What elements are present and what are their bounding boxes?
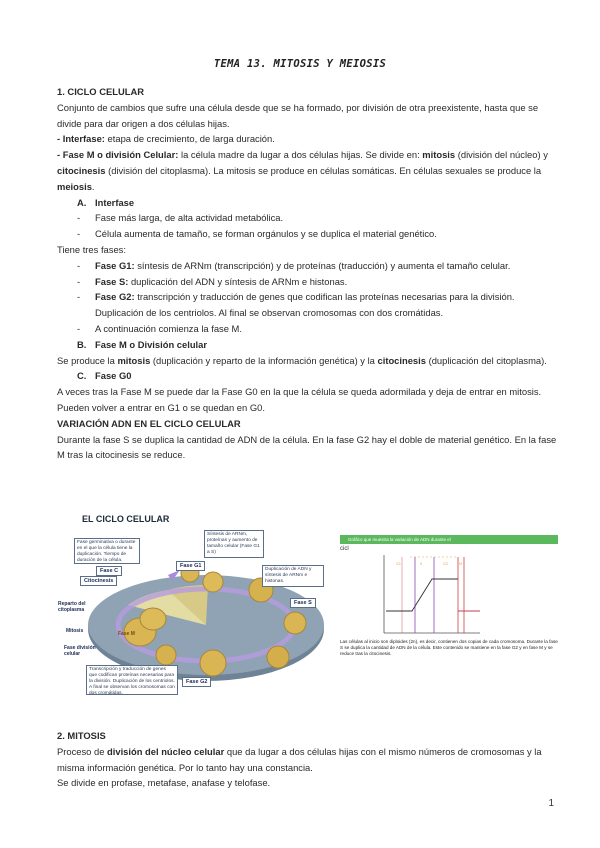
phase-description-box: Duplicación de ADN y síntesis de ARNm e histonas. [262, 565, 324, 587]
list-item: - Fase más larga, de alta actividad metabólica. [77, 210, 557, 226]
section-2 [57, 728, 557, 791]
phase-tick: M [459, 562, 463, 566]
phase-tick: G1 [396, 562, 402, 566]
label-citocinesis: Citocinesis [80, 576, 117, 586]
phase-description-box: Transcripción y traducción de genes que codifican proteínas necesarias para la división. Duplicación de los centriolos. A final se observan los cromosomas con dos cromátidas. [86, 665, 178, 695]
dna-variation-figure [340, 535, 560, 685]
label-division: Fase división celular [64, 645, 96, 657]
page-number: 1 [548, 798, 554, 809]
fases-list [57, 258, 557, 337]
fase-m-text: Se produce la mitosis (duplicación y reparto de la información genética) y la citocinesis (duplicación del citoplasma). [57, 354, 547, 366]
list-item-m: - A continuación comienza la fase M. [77, 321, 557, 337]
cell-image [284, 612, 306, 634]
cell-image [156, 645, 176, 665]
cell-image [267, 646, 289, 668]
list-item-s: - Fase S: duplicación del ADN y síntesis de ARNm e histonas. [77, 274, 557, 290]
fase-m-definition: - Fase M o división Celular: la célula madre da lugar a dos células hijas. Se divide en: mitosis (división del núcleo) y citocinesis (división del citoplasma). La mitosis se produce en células somáticas. En células sexuales se produce la meiosis. [57, 149, 548, 192]
graph-title: Gráfico que muestra la variación de ADN durante el [340, 535, 558, 544]
figure-heading: EL CICLO CELULAR [82, 514, 170, 524]
label-fase-s: Fase S [290, 598, 316, 608]
section-1-heading: 1. CICLO CELULAR [57, 86, 144, 97]
interfase-list [57, 210, 557, 242]
dna-amount-line [386, 579, 458, 611]
mitosis-phases: Se divide en profase, metafase, anafase y telofase. [57, 777, 271, 789]
subsection-a-heading: A. Interfase [77, 196, 135, 208]
list-item: - Célula aumenta de tamaño, se forman orgánulos y se duplica el material genético. [77, 226, 557, 242]
label-reparto: Reparto del citoplasma [58, 601, 86, 613]
phase-tick: S [420, 562, 423, 566]
cell-cycle-figure [58, 505, 338, 695]
interfase-definition: - Interfase: etapa de crecimiento, de larga duración. [57, 133, 275, 145]
cell-image [203, 572, 223, 592]
mitosis-definition: Proceso de división del núcleo celular que da lugar a dos células hijas con el mismo números de cromosomas y la misma información genética. Por lo tanto hay una constancia. [57, 745, 542, 773]
section-2-heading: 2. MITOSIS [57, 730, 106, 741]
phase-description-box: Síntesis de ARNm, proteínas y aumento de tamaño celular (Fase G1 a S) [204, 530, 264, 558]
phase-tick: G2 [443, 562, 449, 566]
label-fase-m: Fase M [118, 631, 135, 637]
label-fase-g2: Fase G2 [182, 677, 211, 687]
label-mitosis: Mitosis [66, 628, 84, 634]
document-body [57, 84, 557, 463]
ciclo-intro: Conjunto de cambios que sufre una célula desde que se ha formado, por división de otra preexistente, hasta que se divide para dar origen a dos células hijas. [57, 101, 539, 129]
variacion-text: Durante la fase S se duplica la cantidad de ADN de la célula. En la fase G2 hay el doble de material genético. En la fase M tras la citocinesis se reduce. [57, 433, 557, 461]
fase-g0-text: A veces tras la Fase M se puede dar la Fase G0 en la que la célula se queda adormilada y deja de entrar en mitosis. Pueden volver a entrar en G1 o se quedan en G0. [57, 386, 542, 413]
graph-caption: Las células al inicio son diploides (2n), es decir, contienen dos copias de cada cromosoma. Durante la fase S se duplica la cantidad de ADN de la célula. Este contenido se mantiene en la fase G2 y en fase M y se reduce tras la citocinesis. [340, 639, 558, 656]
tres-fases-text: Tiene tres fases: [57, 243, 126, 255]
cell-image [140, 608, 166, 630]
phase-description-box: Fase germinativa o durante en el que la célula tiene la duplicación. Tiempo de duración de la célula. [74, 538, 140, 564]
dna-graph [340, 541, 560, 641]
subsection-c-heading: C. Fase G0 [77, 370, 132, 382]
graph-title-continuation: cicl [340, 546, 349, 552]
cell-image [200, 650, 226, 676]
list-item-g2: - Fase G2: transcripción y traducción de genes que codifican las proteínas necesarias para la división. Duplicación de los centriolos. Al final se observan cromosomas con dos cromátidas. [77, 289, 557, 321]
document-title: TEMA 13. MITOSIS Y MEIOSIS [213, 58, 387, 70]
variacion-heading: VARIACIÓN ADN EN EL CICLO CELULAR [57, 417, 241, 429]
label-fase-c: Fase C [96, 566, 122, 576]
label-fase-g1: Fase G1 [176, 561, 205, 571]
subsection-b-heading: B. Fase M o División celular [77, 338, 208, 350]
list-item-g1: - Fase G1: síntesis de ARNm (transcripción) y de proteínas (traducción) y aumenta el tamaño celular. [77, 258, 557, 274]
